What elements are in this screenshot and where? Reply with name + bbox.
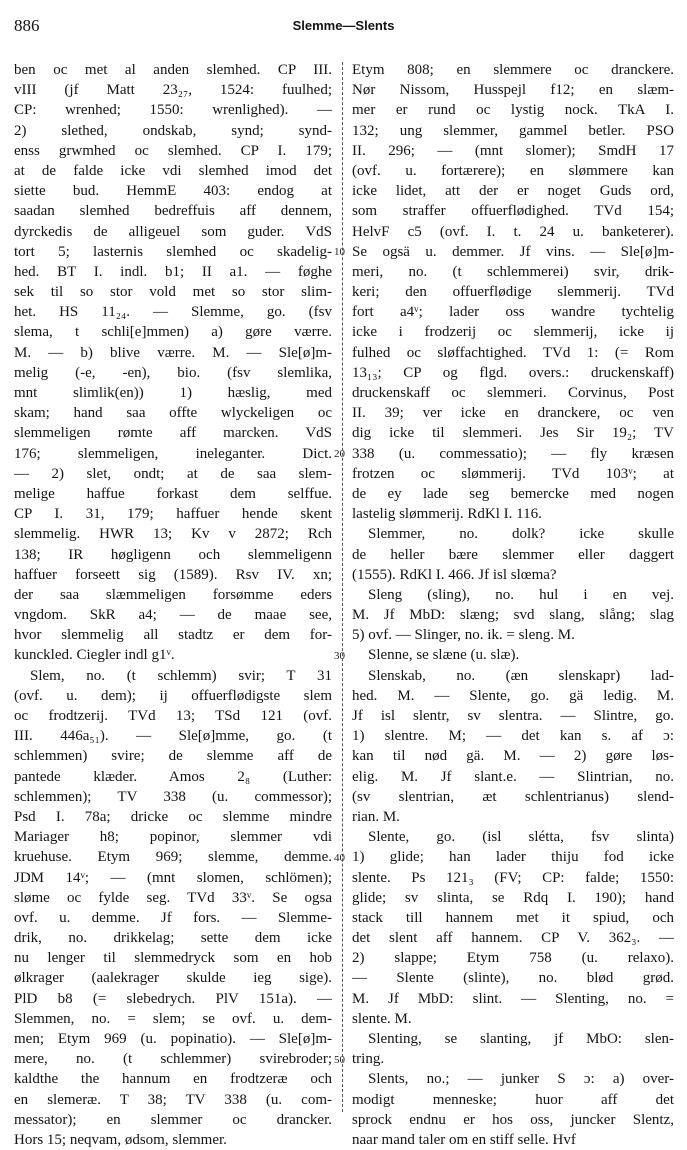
text-line: haffuer forseett sig (1589). Rsv IV. xn; — [14, 566, 332, 583]
text-line: II. 296; — (mnt slomer); SmdH 17 — [352, 142, 674, 159]
text-line: Slents, no.; — junker S ɔ: a) over- — [368, 1071, 674, 1088]
text-line: sek til so stor vold met so stor slim- — [14, 284, 332, 301]
text-line: slemmelig. HWR 13; Kv v 2872; Rch — [14, 526, 332, 543]
text-line: Slenne, se slæne (u. slæ). — [368, 647, 520, 664]
text-line: frotzen oc slømmerij. TVd 103ᵛ; at — [352, 465, 674, 482]
text-line: Slemmen, no. = slem; se ovf. u. dem- — [14, 1010, 332, 1027]
text-line: sprock endnu er hos oss, juncker Slentz, — [352, 1111, 674, 1128]
text-line: Mariager h8; popinor, slemmer vdi — [14, 829, 332, 846]
text-line: keri; den offuerflødige slemmerij. TVd — [352, 284, 674, 301]
text-line: 2) slappe; Etym 758 (u. relaxo). — [352, 950, 674, 967]
text-line: 132; ung slemmer, gammel betler. PSO — [352, 122, 674, 139]
text-line: Psd I. 78a; dricke oc slemme mindre — [14, 808, 332, 825]
text-line: icke i frodzerij oc slemmerij, icke ij — [352, 324, 674, 341]
running-head: Slemme—Slents — [292, 18, 395, 33]
page-header — [0, 14, 687, 38]
text-line: JDM 14ᵛ; — (mnt slomen, schlömen); — [14, 869, 332, 886]
text-line: elig. M. Jf slant.e. — Slintrian, no. — [352, 768, 674, 785]
text-line: M. Jf MbD: slæng; svd slang, slång; slag — [352, 607, 674, 624]
text-line: modigt menneske; huor aff det — [352, 1091, 674, 1108]
text-line: Etym 808; en slemmere oc dranckere. — [352, 62, 674, 78]
text-line: Jf isl slentr, sv slentra. — Slintre, go. — [352, 708, 674, 724]
text-line: — Slente (slinte), no. blød grød. — [352, 970, 674, 987]
text-line: 1) slentre. M; — det kan s. af ɔ: — [352, 728, 674, 745]
text-line: icke lidet, att der er noget Guds ord, — [352, 183, 674, 200]
text-line: 1) glide; han lader thiju fod icke — [352, 849, 674, 866]
text-line: 2) slethed, ondskab, synd; synd- — [14, 122, 332, 139]
text-line: de ey lade seg bemercke med nogen — [352, 485, 674, 502]
text-line: CP I. 31, 179; haffuer hende skent — [14, 506, 332, 523]
margin-line-number: 10 — [334, 245, 345, 258]
text-line: hvor slemmelig all stadtz er dem for- — [14, 627, 332, 644]
text-line: glide; sv slinta, se Rdq I. 190); hand — [352, 889, 674, 906]
text-line: nu lenger til slemmedryck som en hob — [14, 950, 332, 967]
text-line: Slente, go. (isl slétta, fsv slinta) — [368, 829, 674, 846]
text-line: hed. BT I. indl. b1; II a1. — føghe — [14, 263, 332, 280]
text-line: mer er rund oc lystig nock. TkA I. — [352, 102, 674, 119]
text-line: Slemmer, no. dolk? icke skulle — [368, 526, 674, 543]
text-line: en slemeræ. T 38; TV 338 (u. com- — [14, 1091, 332, 1108]
text-line: lastelig slømmerij. RdKl I. 116. — [352, 506, 542, 523]
text-line: Slem, no. (t schlemm) svir; T 31 — [30, 667, 332, 684]
text-line: dig icke til slemmeri. Jes Sir 19₂; TV — [352, 425, 674, 442]
text-line: vngdom. SkR a4; — de maae see, — [14, 607, 332, 624]
text-line: sløme oc fylde seg. TVd 33ᵛ. Se ogsa — [14, 889, 332, 906]
page-number: 886 — [14, 16, 40, 35]
text-line: som straffer offuerflødighed. TVd 154; — [352, 203, 674, 220]
text-line: siette bud. HemmE 403: endog at — [14, 183, 332, 200]
text-line: het. HS 11₂₄. — Slemme, go. (fsv — [14, 304, 332, 321]
text-line: saadan slemhed bedreffuis aff dennem, — [14, 203, 332, 220]
text-line: enss grwmhed oc slemhed. CP I. 179; — [14, 142, 332, 159]
text-line: HelvF c5 (ovf. I. t. 24 u. banketerer). — [352, 223, 674, 240]
text-line: der saa slæmmeligen forsømme eders — [14, 586, 332, 603]
text-line: slema, t schli[e]mmen) a) gøre værre. — [14, 324, 332, 341]
text-line: rian. M. — [352, 808, 400, 825]
text-line: men; Etym 969 (u. popinatio). — Sle[ø]m- — [14, 1031, 332, 1047]
text-line: 138; IR høgligenn och slemmeligenn — [14, 546, 332, 563]
text-line: ben oc met al anden slemhed. CP III. — [14, 62, 332, 78]
text-line: mere, no. (t schlemmer) svirebroder; — [14, 1051, 332, 1068]
margin-line-number: 30 — [334, 649, 345, 662]
text-line: pantede klæder. Amos 2₈ (Luther: — [14, 768, 332, 785]
text-line: kruehuse. Etym 969; slemme, demme. — [14, 849, 332, 866]
text-line: Nør Nissom, Husspejl f12; en slæm- — [352, 82, 674, 99]
text-line: ovf. u. demme. Jf fors. — Slemme- — [14, 909, 332, 926]
text-line: slente. M. — [352, 1010, 412, 1027]
margin-line-number: 50 — [334, 1053, 345, 1066]
text-line: (ovf. u. dem); ij offuerflødigste slem — [14, 687, 332, 704]
text-line: M. — b) blive værre. M. — Sle[ø]m- — [14, 344, 332, 361]
text-line: kaldthe the hannum en frodtzeræ och — [14, 1071, 332, 1088]
text-line: slemmeligen rømte aff marcken. VdS — [14, 425, 332, 442]
text-line: hed. M. — Slente, go. gä ledig. M. — [352, 687, 674, 704]
text-line: Slenskab, no. (æn slenskapr) lad- — [368, 667, 674, 684]
text-line: druckenskaff oc slemmeri. Corvinus, Post — [352, 385, 674, 401]
text-line: det slent aff hannem. CP V. 362₃. — — [352, 930, 674, 947]
text-line: 5) ovf. — Slinger, no. ik. = sleng. M. — [352, 627, 575, 644]
text-line: schlemmen) svire; de slemme aff de — [14, 748, 332, 765]
text-line: Sleng (sling), no. hul i en vej. — [368, 586, 674, 603]
text-line: stack till hannem met it spiud, och — [352, 909, 674, 926]
text-line: kunckled. Ciegler indl g1ᵛ. — [14, 647, 175, 664]
text-line: mnt slimlik(en)) 1) hæslig, med — [14, 385, 332, 401]
text-line: oc frodtzerij. TVd 13; TSd 121 (ovf. — [14, 708, 332, 724]
text-line: — 2) slet, ondt; at de saa slem- — [14, 465, 332, 482]
text-line: 176; slemmeligen, ineleganter. Dict. — [14, 445, 332, 462]
text-line: skam; hand saa offte wlyckeligen oc — [14, 405, 332, 422]
text-line: fulhed oc sløffachtighed. TVd 1: (= Rom — [352, 344, 674, 361]
right-column — [352, 60, 674, 1150]
text-line: melige haffue forkast dem selffue. — [14, 485, 332, 502]
left-column — [14, 60, 332, 1150]
text-line: dyrckedis de alligeuel som guder. VdS — [14, 223, 332, 240]
text-line: Slenting, se slanting, jf MbO: slen- — [368, 1031, 674, 1047]
text-line: tring. — [352, 1051, 385, 1068]
text-line: Se ogsä u. demmer. Jf vins. — Sle[ø]m- — [352, 243, 674, 260]
text-line: 13₁₃; CP og flgd. overs.: druckenskaff) — [352, 364, 674, 381]
text-line: III. 446a₅₁). — Sle[ø]mme, go. (t — [14, 728, 332, 745]
text-line: M. Jf MbD: slint. — Slenting, no. = — [352, 990, 674, 1007]
text-line: de heller bære slemmer eller daggert — [352, 546, 674, 563]
text-line: II. 39; ver icke en dranckere, oc ven — [352, 405, 674, 422]
text-line: messator); en slemmer oc drancker. — [14, 1111, 332, 1128]
text-line: PlD b8 (= slebedrych. PlV 151a). — — [14, 990, 332, 1007]
margin-line-number: 40 — [334, 851, 345, 864]
text-line: ølkrager (aalekrager skulde ieg sige). — [14, 970, 332, 987]
text-line: naar mand taler om en stiff selle. Hvf — [352, 1131, 576, 1148]
text-line: drik, no. drikkelag; sette dem icke — [14, 930, 332, 947]
text-line: CP: wrenhed; 1550: wrenlighed). — — [14, 102, 332, 119]
text-line: melig (-e, -en), bio. (fsv slemlika, — [14, 364, 332, 381]
text-line: tort 5; lasternis slemhed oc skadelig- — [14, 243, 332, 260]
text-line: slente. Ps 121₃ (FV; CP: falde; 1550: — [352, 869, 674, 886]
text-line: fort a4ᵛ; lader oss wandre tychtelig — [352, 304, 674, 321]
text-line: at de falde icke vdi slemhed imod det — [14, 162, 332, 179]
text-line: vIII (jf Matt 23₂₇, 1524: fuulhed; — [14, 82, 332, 99]
margin-line-number: 20 — [334, 447, 345, 460]
text-line: kan til nød gä. M. — 2) gøre løs- — [352, 748, 674, 765]
text-line: (1555). RdKl I. 466. Jf isl slœma? — [352, 566, 557, 583]
text-line: meri, no. (t schlemmerei) svir, drik- — [352, 263, 674, 280]
text-line: 338 (u. commessatio); — fly kræsen — [352, 445, 674, 462]
text-line: (ovf. u. fortærere); en slømmere kan — [352, 162, 674, 179]
text-line: (sv slentrian, æt schlentrianus) slend- — [352, 788, 674, 805]
text-line: schlemmen); TV 338 (u. commessor); — [14, 788, 332, 805]
text-line: Hors 15; neqvam, ødsom, slemmer. — [14, 1131, 227, 1148]
column-divider — [342, 62, 343, 1112]
